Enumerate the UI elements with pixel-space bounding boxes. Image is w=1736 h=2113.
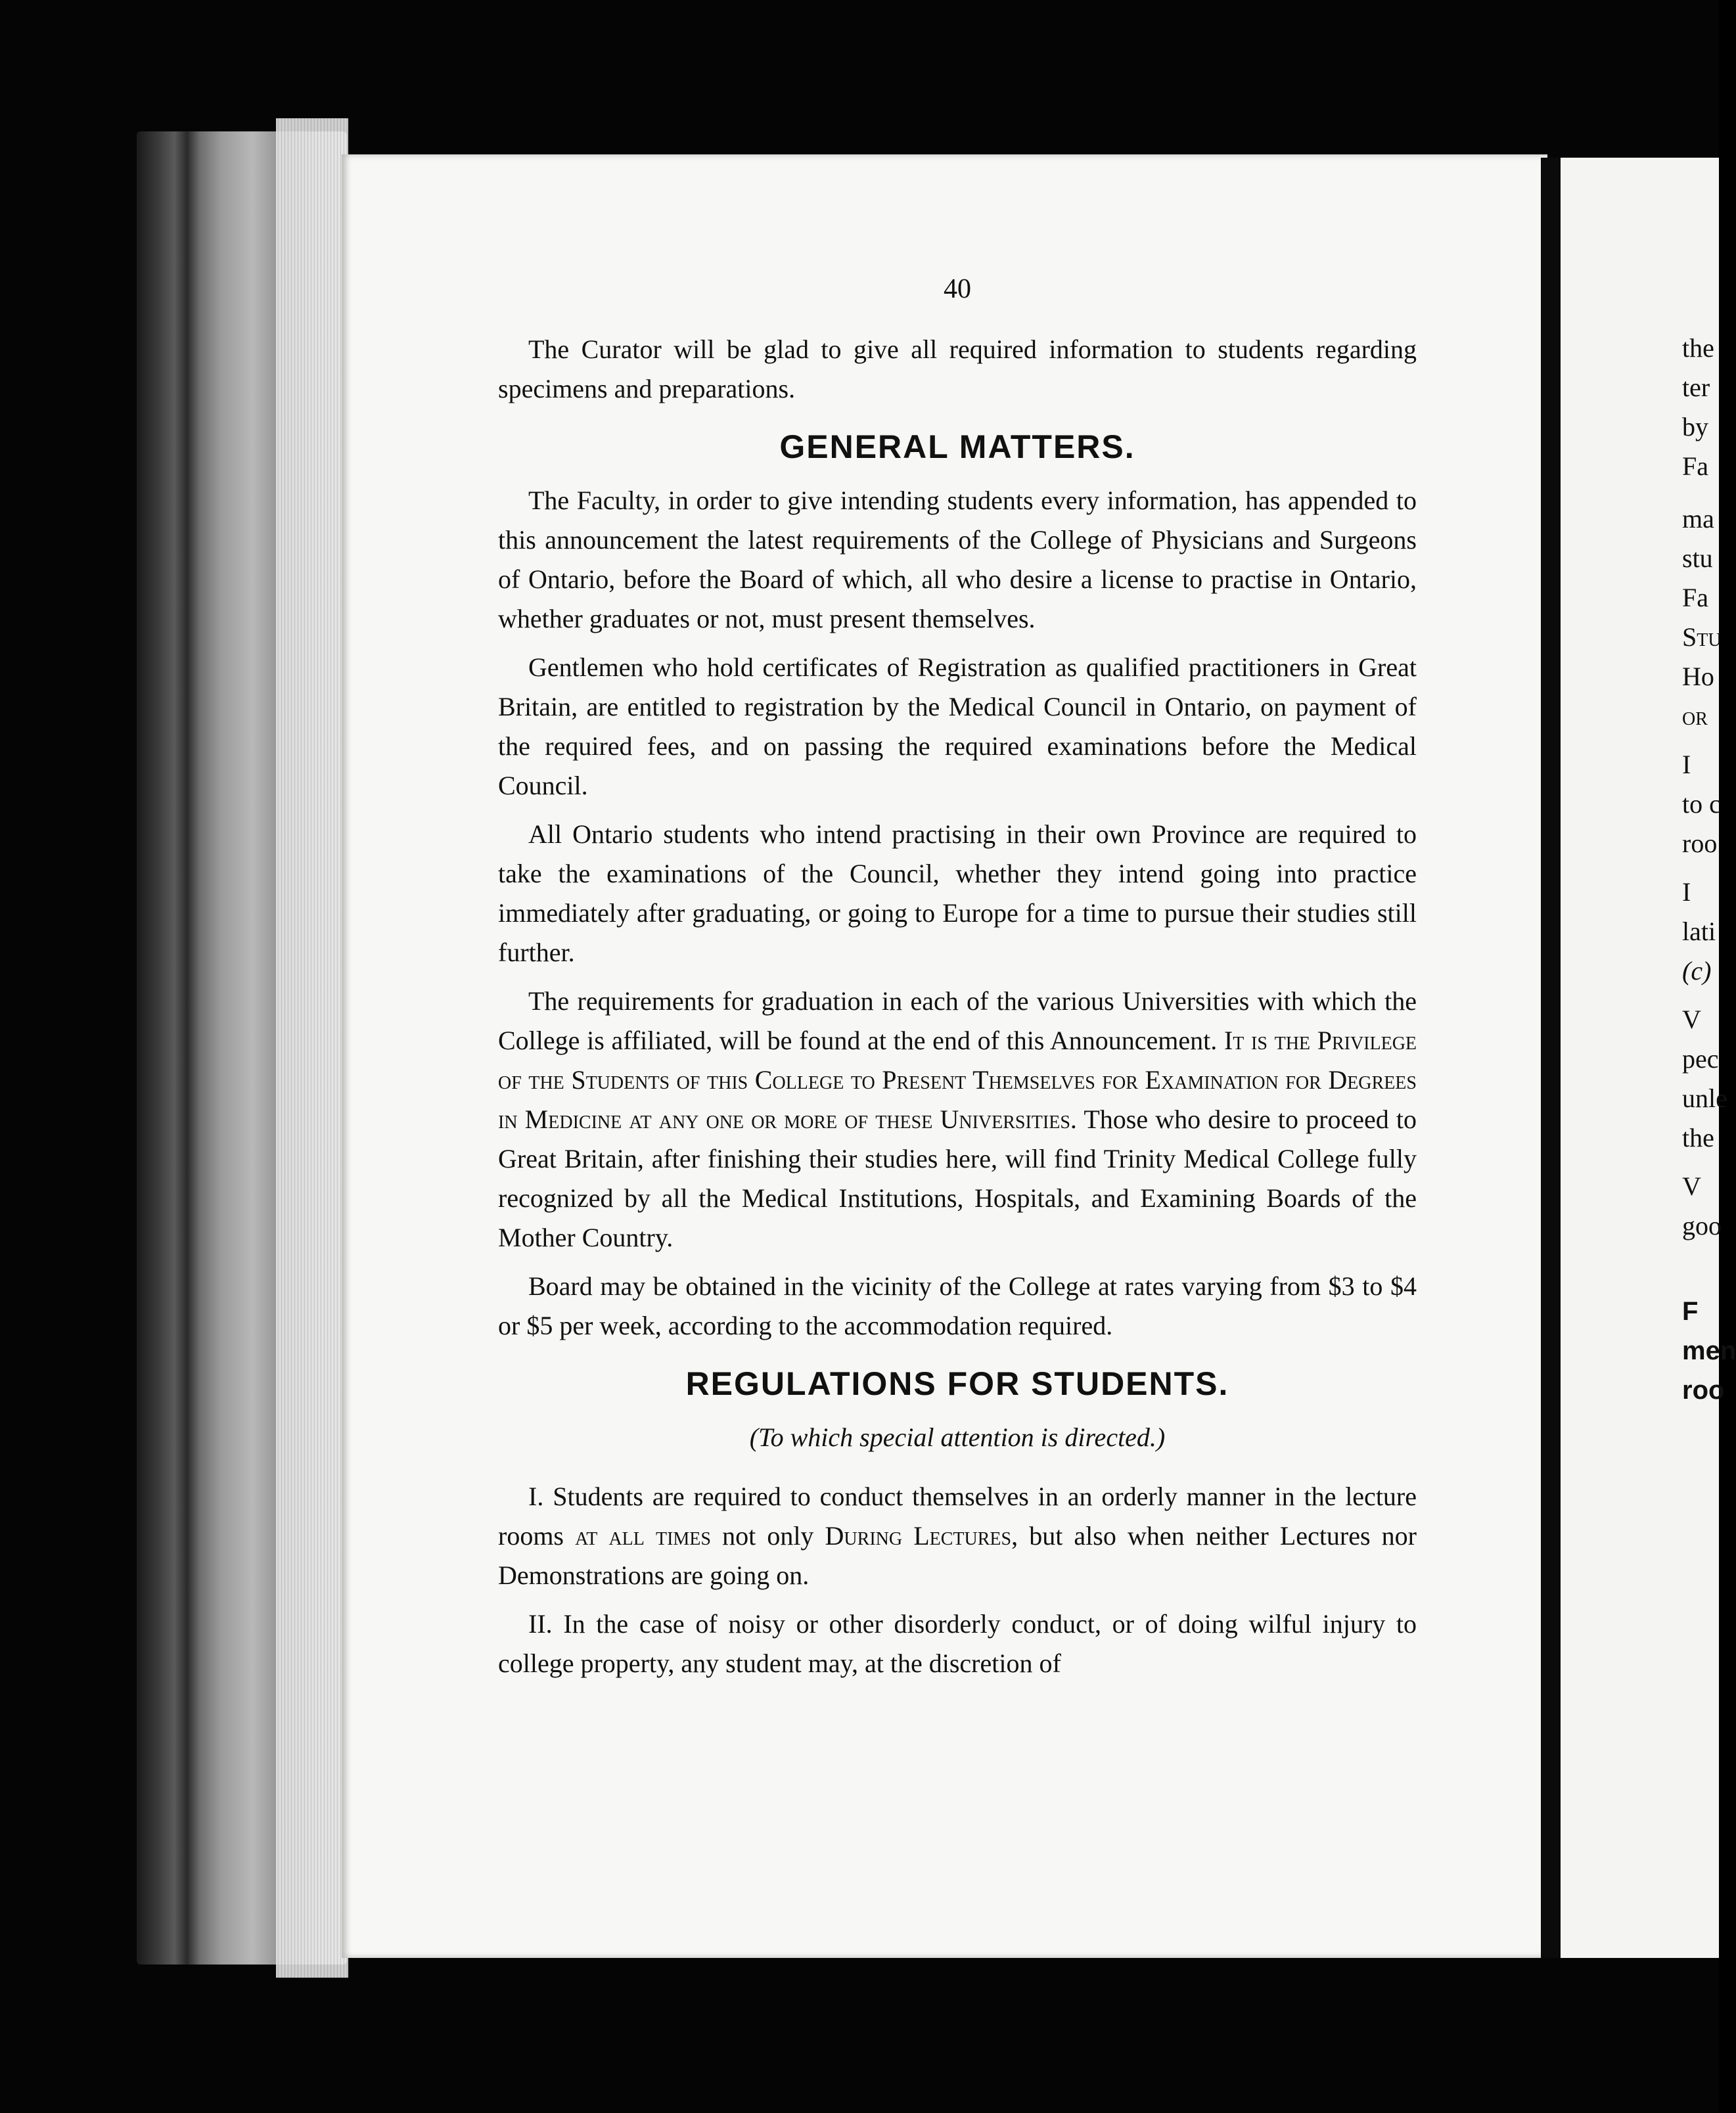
facing-line: (c) [1682, 956, 1712, 986]
regulations-subtitle: (To which special attention is directed.) [749, 1422, 1166, 1452]
facing-line: men [1682, 1336, 1736, 1365]
regulation-1-text-a: Students are required to conduct themselves in an orderly manner in the lecture rooms [498, 1482, 1417, 1551]
regulation-1 [498, 1477, 1417, 1595]
facing-page-fragments [1682, 329, 1736, 1410]
facing-line: ma [1682, 504, 1714, 534]
facing-line: Fa [1682, 451, 1708, 481]
facing-line: or [1682, 701, 1708, 731]
facing-line: by [1682, 412, 1708, 442]
regulation-1-text-c: but also when neither Lectures nor Demonstrations are going on. [498, 1521, 1417, 1590]
regulation-number: II. [528, 1609, 553, 1639]
facing-line: the [1682, 1123, 1714, 1152]
ontario-students-paragraph: All Ontario students who intend practising in their own Province are required to take the examinations of the Council, whether they intend going into practice immediately after graduating, or going to Europe for a time to pursue their studies still further. [498, 819, 1417, 967]
regulation-1-text-b: not only [722, 1521, 814, 1551]
regulation-number: I. [528, 1482, 544, 1511]
gutter-shadow [1541, 158, 1561, 1958]
page-number: 40 [944, 274, 971, 304]
facing-line: V [1682, 1171, 1701, 1201]
facing-line: I [1682, 750, 1691, 779]
facing-line: roo [1682, 1376, 1725, 1405]
privilege-statement: It is the Privilege of the Students of this College to Present Themselves for Examination for Degrees in Medicine at any one or more of these Universities. [498, 1026, 1417, 1134]
facing-line: Ho [1682, 662, 1714, 691]
regulation-2-text: In the case of noisy or other disorderly conduct, or of doing wilful injury to college property, any student may, at the discretion of [498, 1609, 1417, 1678]
regulation-2 [498, 1604, 1417, 1683]
regulations-heading: REGULATIONS FOR STUDENTS. [685, 1365, 1229, 1402]
graduation-text-start: The requirements for graduation in each of the various Universities with which the College is affiliated, will be found at the end of this Announcement. [498, 986, 1417, 1055]
graduation-paragraph [498, 982, 1417, 1258]
facing-line: stu [1682, 543, 1713, 573]
regulation-1-emphasis-a: at all times [575, 1521, 711, 1551]
facing-line: I [1682, 877, 1691, 907]
general-matters-heading: GENERAL MATTERS. [779, 428, 1135, 465]
facing-line: F [1682, 1297, 1699, 1326]
curator-paragraph: The Curator will be glad to give all required information to students regarding specimens and preparations. [498, 334, 1417, 403]
facing-line: to c [1682, 789, 1721, 819]
facing-line: Fa [1682, 583, 1708, 612]
board-paragraph: Board may be obtained in the vicinity of the College at rates varying from $3 to $4 or $5 per week, according to the accommodation required. [498, 1271, 1417, 1340]
facing-line: lati [1682, 917, 1716, 946]
facing-line: V [1682, 1005, 1701, 1034]
facing-line: pec [1682, 1044, 1719, 1074]
faculty-paragraph: The Faculty, in order to give intending students every information, has appended to this announcement the latest requirements of the College of Physicians and Surgeons of Ontario, before the Board of which, all who desire a license to practise in Ontario, whether graduates or not, must present themselves. [498, 486, 1417, 633]
facing-line: Stu [1682, 622, 1722, 652]
graduation-text-end: Those who desire to proceed to Great Britain, after finishing their studies here, will find Trinity Medical College fully recognized by all the Medical Institutions, Hospitals, and Examining Boards of the Mother Country. [498, 1104, 1417, 1252]
facing-line: the [1682, 333, 1714, 363]
facing-line: goo [1682, 1211, 1722, 1240]
regulation-1-emphasis-b: During Lectures, [825, 1521, 1018, 1551]
facing-line: ter [1682, 373, 1710, 402]
page-text [498, 269, 1417, 1693]
facing-line: unle [1682, 1083, 1727, 1113]
registration-paragraph: Gentlemen who hold certificates of Registration as qualified practitioners in Great Britain, are entitled to registration by the Medical Council in Ontario, on payment of the required fees, and on passing the required examinations before the Medical Council. [498, 652, 1417, 800]
page-edges [276, 118, 348, 1978]
facing-line: roo [1682, 829, 1718, 858]
